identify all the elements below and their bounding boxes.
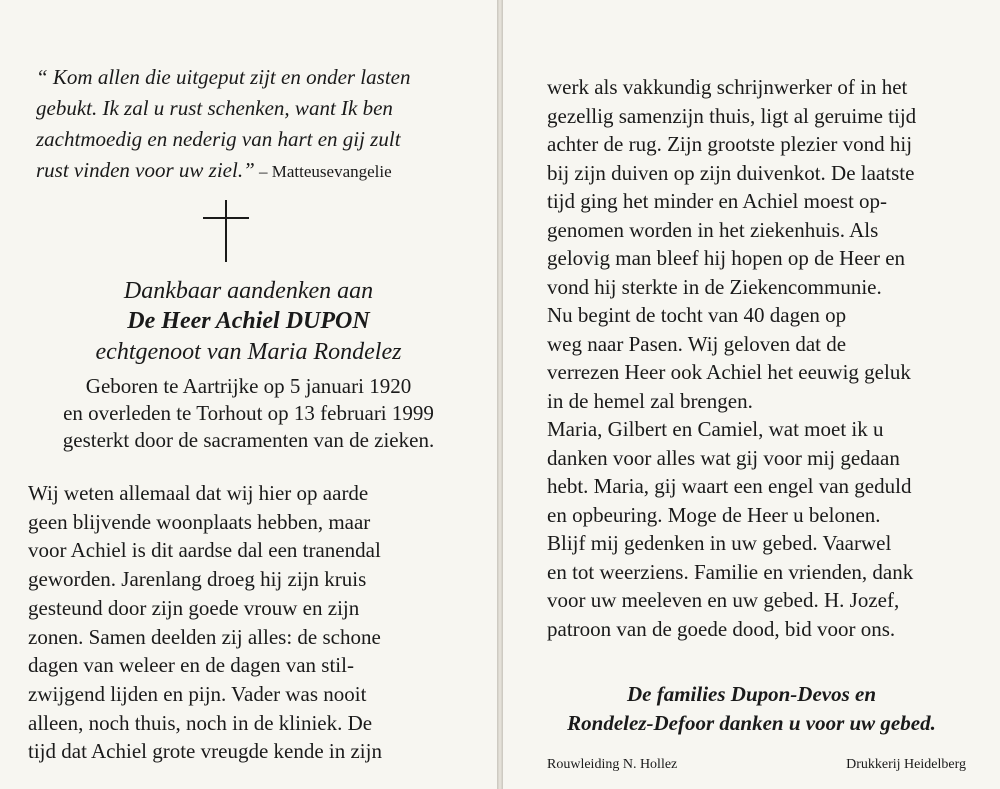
text-line: Blijf mij gedenken in uw gebed. Vaarwel	[547, 531, 892, 555]
text-line: Maria, Gilbert en Camiel, wat moet ik u	[547, 417, 884, 441]
text-line: en tot weerziens. Familie en vrienden, dank	[547, 559, 914, 584]
text-line: alleen, noch thuis, noch in de kliniek. De	[28, 710, 373, 735]
quote-line: gebukt. Ik zal u rust schenken, want Ik ben	[36, 96, 393, 120]
text-line: voor uw meeleven en uw gebed. H. Jozef,	[547, 588, 900, 612]
quote-source: – Matteusevangelie	[254, 162, 392, 181]
bible-quote	[36, 62, 476, 187]
text-line: gelovig man bleef hij hopen op de Heer en	[547, 246, 906, 270]
text-line: genomen worden in het ziekenhuis. Als	[547, 217, 879, 242]
text-line: geworden. Jarenlang droeg hij zijn kruis	[28, 567, 367, 592]
memorial-text-left	[28, 479, 468, 766]
text-line: tijd ging het minder en Achiel moest op-	[547, 189, 888, 213]
funeral-director: Rouwleiding N. Hollez	[547, 757, 678, 772]
text-line: en opbeuring. Moge de Heer u belonen.	[547, 502, 881, 527]
text-line: weg naar Pasen. Wij geloven dat de	[547, 331, 847, 356]
dedication-heading: Dankbaar aandenken aan	[123, 278, 374, 304]
text-line: hebt. Maria, gij waart een engel van geduld	[547, 474, 912, 498]
text-line: in de hemel zal brengen.	[547, 388, 753, 413]
text-line: werk als vakkundig schrijnwerker of in het	[547, 75, 908, 99]
text-line: zonen. Samen deelden zij alles: de schone	[28, 624, 381, 649]
cross-icon	[203, 200, 249, 262]
text-line: verrezen Heer ook Achiel het eeuwig geluk	[547, 360, 911, 384]
left-panel	[0, 0, 497, 789]
right-panel	[503, 0, 1000, 789]
text-line: Wij weten allemaal dat wij hier op aarde	[28, 481, 369, 505]
date-line: gesterkt door de sacramenten van de zieken.	[62, 428, 435, 452]
text-line: vond hij sterkte in de Ziekencommunie.	[547, 274, 882, 299]
families-line: Rondelez-Defoor danken u voor uw gebed.	[567, 711, 936, 735]
text-line: tijd dat Achiel grote vreugde kende in zijn	[28, 739, 382, 764]
text-line: patroon van de goede dood, bid voor ons.	[547, 616, 896, 641]
text-line: voor Achiel is dit aardse dal een tranendal	[28, 538, 381, 563]
families-line: De families Dupon-Devos en	[626, 682, 877, 706]
text-line: Nu begint de tocht van 40 dagen op	[547, 303, 847, 327]
text-line: gezellig samenzijn thuis, ligt al geruime tijd	[547, 103, 917, 128]
text-line: dagen van weleer en de dagen van stil-	[28, 653, 354, 678]
quote-line: rust vinden voor uw ziel.”	[36, 158, 255, 182]
printer-name: Drukkerij Heidelberg	[846, 757, 966, 772]
deceased-name: De Heer Achiel DUPON	[127, 308, 370, 334]
text-line: danken voor alles wat gij voor mij gedaan	[547, 445, 900, 470]
date-line: en overleden te Torhout op 13 februari 1999	[63, 401, 434, 425]
text-line: achter de rug. Zijn grootste plezier vond hij	[547, 132, 913, 156]
date-line: Geboren te Aartrijke op 5 januari 1920	[85, 374, 412, 398]
text-line: zwijgend lijden en pijn. Vader was nooit	[28, 681, 367, 706]
spouse-line: echtgenoot van Maria Rondelez	[95, 339, 402, 365]
birth-death-dates	[0, 373, 497, 454]
families-thanks	[503, 680, 1000, 738]
text-line: bij zijn duiven op zijn duivenkot. De laatste	[547, 160, 915, 185]
quote-line: “ Kom allen die uitgeput zijt en onder lasten	[36, 65, 411, 89]
text-line: gesteund door zijn goede vrouw en zijn	[28, 595, 360, 620]
quote-line: zachtmoedig en nederig van hart en gij zult	[36, 127, 401, 151]
memorial-text-right	[547, 73, 987, 643]
text-line: geen blijvende woonplaats hebben, maar	[28, 509, 371, 534]
